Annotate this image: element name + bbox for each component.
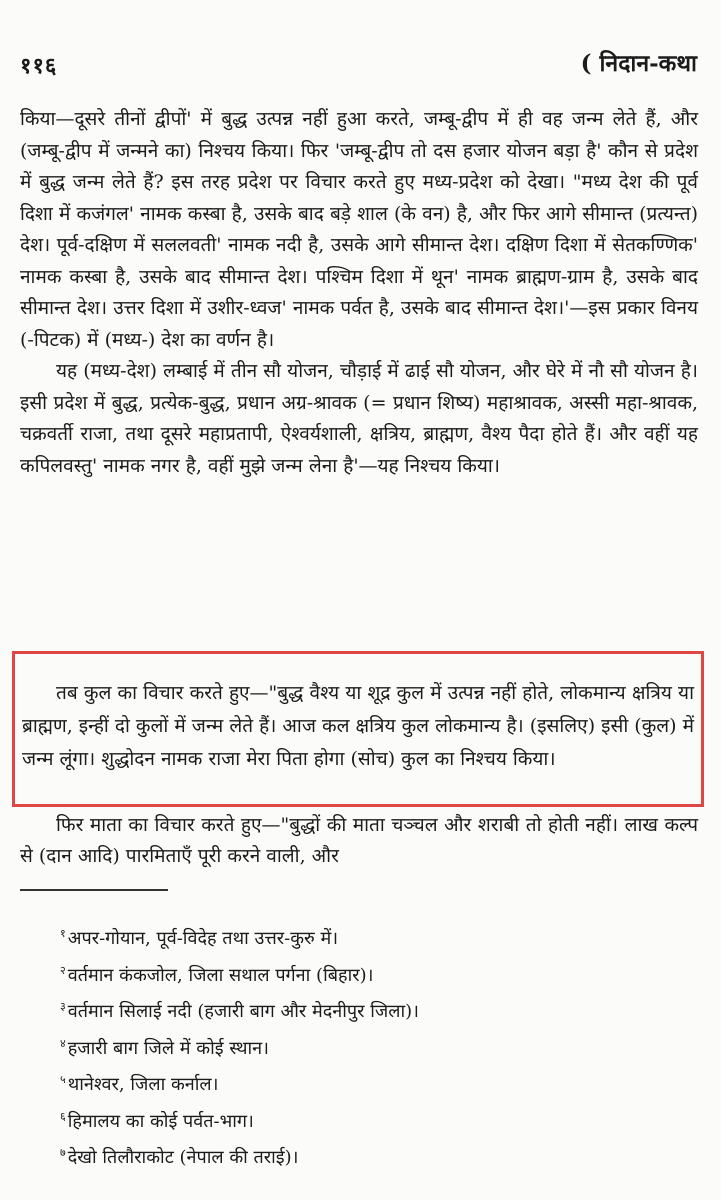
footnote-marker: ३ [60,1000,66,1013]
footnote-item [60,918,660,955]
footnote-item [60,1064,660,1101]
footnote-item [60,991,660,1028]
footnote-text: वर्तमान कंकजोल, जिला सथाल पर्गना (बिहार)। [67,964,374,986]
footnote-item [60,1137,660,1174]
footnote-text: हजारी बाग जिले में कोई स्थान। [67,1037,269,1059]
paragraph: किया—दूसरे तीनों द्वीपों' में बुद्ध उत्पन्न नहीं हुआ करते, जम्बू-द्वीप में ही वह जन्म लेते हैं, और (जम्बू-द्वीप में जन्मने का) निश्चय किया। फिर 'जम्बू-द्वीप तो दस हजार योजन बड़ा है' कौन से प्रदेश में बुद्ध जन्म लेते हैं? इस तरह प्रदेश पर विचार करते हुए मध्य-प्रदेश को देखा। "मध्य देश की पूर्व दिशा में कजंगल' नामक कस्बा है, उसके बाद बड़े शाल (के वन) है, और फिर आगे सीमान्त (प्रत्यन्त) देश। पूर्व-दक्षिण में सललवती' नामक नदी है, उसके आगे सीमान्त देश। दक्षिण दिशा में सेतकण्णिक' नामक कस्बा है, उसके बाद सीमान्त देश। पश्चिम दिशा में थून' नामक ब्राह्मण-ग्राम है, उसके बाद सीमान्त देश। उत्तर दिशा में उशीर-ध्वज' नामक पर्वत है, उसके बाद सीमान्त देश।'—इस प्रकार विनय (-पिटक) में (मध्य-) देश का वर्णन है। [20,108,698,351]
footnote-item [60,955,660,992]
footnote-marker: ४ [60,1036,66,1050]
page-number: ११६ [20,53,58,79]
footnote-text: देखो तिलौराकोट (नेपाल की तराई)। [67,1147,299,1168]
footnotes [60,918,660,1174]
footnote-marker: ५ [60,1073,66,1086]
paragraph: फिर माता का विचार करते हुए—"बुद्धों की माता चञ्चल और शराबी तो होती नहीं। लाख कल्प से (दान आदि) पारमिताएँ पूरी करने वाली, और [20,814,698,867]
running-head: ( निदान-कथा [580,50,697,77]
footnote-item [60,1101,660,1138]
highlighted-paragraph: तब कुल का विचार करते हुए—"बुद्ध वैश्य या शूद्र कुल में उत्पन्न नहीं होते, लोकमान्य क्षत्रिय या ब्राह्मण, इन्हीं दो कुलों में जन्म लेते हैं। आज कल क्षत्रिय कुल लोकमान्य है। (इसलिए) इसी (कुल) में जन्म लूंगा। शुद्धोदन नामक राजा मेरा पिता होगा (सोच) कुल का निश्चय किया। [22,682,694,770]
page-header [20,42,697,82]
footnote-text: अपर-गोयान, पूर्व-विदेह तथा उत्तर-कुरु में। [67,928,339,949]
footnote-marker: ६ [60,1109,66,1123]
footnote-item [60,1028,660,1065]
footnote-divider [20,889,168,891]
footnote-text: वर्तमान सिलाई नदी (हजारी बाग और मेदनीपुर जिला)। [67,1001,419,1022]
footnote-text: हिमालय का कोई पर्वत-भाग। [67,1110,254,1132]
footnote-text: थानेश्वर, जिला कर्नाल। [67,1074,219,1095]
continuing-text [20,810,698,872]
footnote-marker: २ [60,963,66,977]
footnote-marker: ७ [60,1146,66,1159]
footnote-marker: १ [60,927,66,940]
main-text [20,104,698,482]
paragraph: यह (मध्य-देश) लम्बाई में तीन सौ योजन, चौड़ाई में ढाई सौ योजन, और घेरे में नौ सौ योजन है। इसी प्रदेश में बुद्ध, प्रत्येक-बुद्ध, प्रधान अग्र-श्रावक (= प्रधान शिष्य) महाश्रावक, अस्सी महा-श्रावक, चक्रवर्ती राजा, तथा दूसरे महाप्रतापी, ऐश्वर्यशाली, क्षत्रिय, ब्राह्मण, वैश्य पैदा होते हैं। और वहीं यह कपिलवस्तु' नामक नगर है, वहीं मुझे जन्म लेना है'—यह निश्चय किया। [20,360,698,477]
